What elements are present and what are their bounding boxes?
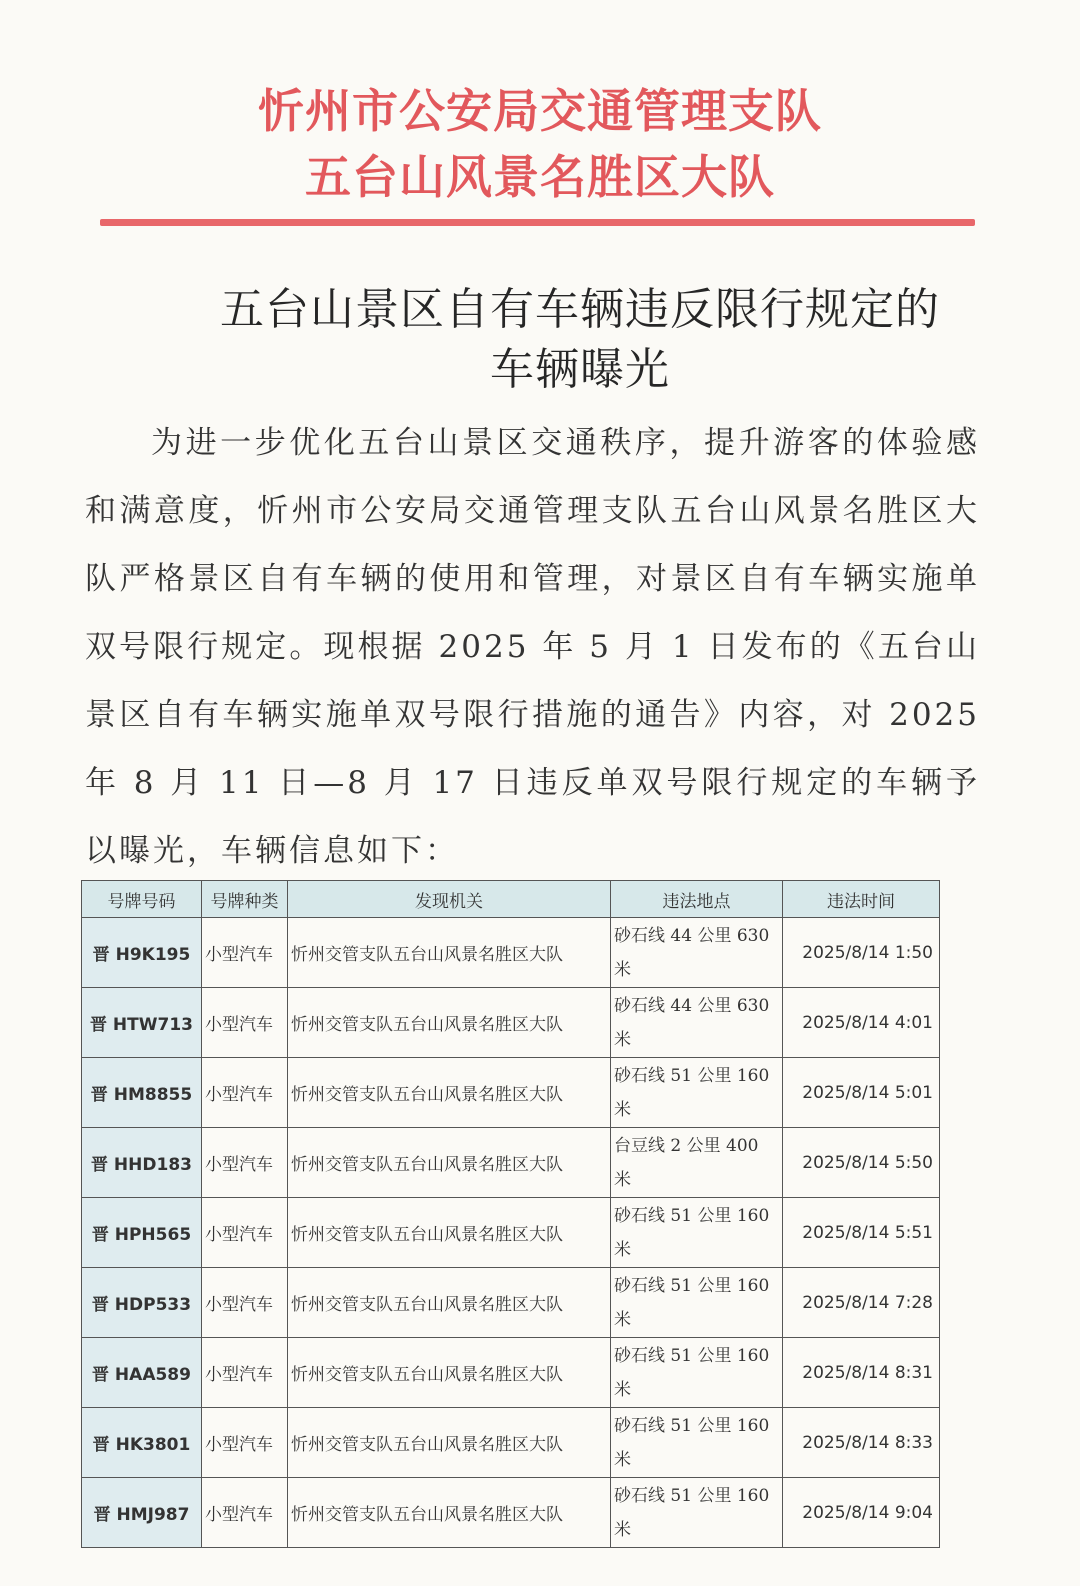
location-cell bbox=[611, 1198, 783, 1268]
agency-cell: 忻州交管支队五台山风景名胜区大队 bbox=[288, 1268, 611, 1338]
time-cell: 2025/8/14 9:04 bbox=[783, 1478, 940, 1548]
location-cell bbox=[611, 1128, 783, 1198]
location-line-1: 砂石线 51 公里 160 bbox=[614, 1275, 770, 1296]
location-line-1: 砂石线 51 公里 160 bbox=[614, 1485, 770, 1506]
plate-number-cell: 晋 HDP533 bbox=[82, 1268, 202, 1338]
location-line-2: 米 bbox=[614, 1099, 631, 1120]
location-line-2: 米 bbox=[614, 1519, 631, 1540]
table-header-row bbox=[82, 881, 940, 918]
agency-cell: 忻州交管支队五台山风景名胜区大队 bbox=[288, 1128, 611, 1198]
document-title-line-2: 车辆曝光 bbox=[490, 344, 670, 395]
location-cell bbox=[611, 1268, 783, 1338]
header-time: 违法时间 bbox=[783, 881, 940, 918]
agency-cell: 忻州交管支队五台山风景名胜区大队 bbox=[288, 1408, 611, 1478]
table-row bbox=[82, 1128, 940, 1198]
location-line-2: 米 bbox=[614, 1379, 631, 1400]
table-row bbox=[82, 918, 940, 988]
plate-number-cell: 晋 HK3801 bbox=[82, 1408, 202, 1478]
plate-number-cell: 晋 HMJ987 bbox=[82, 1478, 202, 1548]
document-title bbox=[120, 280, 1040, 400]
letterhead-line-2: 五台山风景名胜区大队 bbox=[305, 150, 775, 204]
location-line-2: 米 bbox=[614, 1029, 631, 1050]
time-cell: 2025/8/14 8:33 bbox=[783, 1408, 940, 1478]
location-cell bbox=[611, 1478, 783, 1548]
location-cell bbox=[611, 988, 783, 1058]
table-row bbox=[82, 1408, 940, 1478]
letterhead bbox=[0, 78, 1080, 210]
agency-cell: 忻州交管支队五台山风景名胜区大队 bbox=[288, 1338, 611, 1408]
agency-cell: 忻州交管支队五台山风景名胜区大队 bbox=[288, 1058, 611, 1128]
table-row bbox=[82, 1058, 940, 1128]
violation-table bbox=[81, 880, 940, 1548]
plate-type-cell: 小型汽车 bbox=[202, 1268, 288, 1338]
table-row bbox=[82, 1478, 940, 1548]
header-location: 违法地点 bbox=[611, 881, 783, 918]
table-row bbox=[82, 988, 940, 1058]
location-cell bbox=[611, 918, 783, 988]
plate-type-cell: 小型汽车 bbox=[202, 918, 288, 988]
plate-number-cell: 晋 HM8855 bbox=[82, 1058, 202, 1128]
location-line-1: 砂石线 51 公里 160 bbox=[614, 1065, 770, 1086]
header-plate-type: 号牌种类 bbox=[202, 881, 288, 918]
location-line-1: 台豆线 2 公里 400 bbox=[614, 1135, 759, 1156]
location-line-1: 砂石线 51 公里 160 bbox=[614, 1345, 770, 1366]
location-line-1: 砂石线 44 公里 630 bbox=[614, 925, 770, 946]
time-cell: 2025/8/14 5:51 bbox=[783, 1198, 940, 1268]
plate-type-cell: 小型汽车 bbox=[202, 1338, 288, 1408]
location-line-2: 米 bbox=[614, 1309, 631, 1330]
time-cell: 2025/8/14 4:01 bbox=[783, 988, 940, 1058]
location-cell bbox=[611, 1058, 783, 1128]
plate-number-cell: 晋 HPH565 bbox=[82, 1198, 202, 1268]
letterhead-divider bbox=[100, 219, 975, 226]
document-title-line-1: 五台山景区自有车辆违反限行规定的 bbox=[220, 284, 940, 335]
time-cell: 2025/8/14 5:01 bbox=[783, 1058, 940, 1128]
agency-cell: 忻州交管支队五台山风景名胜区大队 bbox=[288, 918, 611, 988]
agency-cell: 忻州交管支队五台山风景名胜区大队 bbox=[288, 1478, 611, 1548]
plate-type-cell: 小型汽车 bbox=[202, 1128, 288, 1198]
location-cell bbox=[611, 1408, 783, 1478]
time-cell: 2025/8/14 1:50 bbox=[783, 918, 940, 988]
plate-type-cell: 小型汽车 bbox=[202, 1198, 288, 1268]
location-line-1: 砂石线 51 公里 160 bbox=[614, 1415, 770, 1436]
table-row bbox=[82, 1268, 940, 1338]
time-cell: 2025/8/14 7:28 bbox=[783, 1268, 940, 1338]
plate-type-cell: 小型汽车 bbox=[202, 1408, 288, 1478]
location-line-2: 米 bbox=[614, 1449, 631, 1470]
time-cell: 2025/8/14 8:31 bbox=[783, 1338, 940, 1408]
agency-cell: 忻州交管支队五台山风景名胜区大队 bbox=[288, 988, 611, 1058]
plate-number-cell: 晋 H9K195 bbox=[82, 918, 202, 988]
time-cell: 2025/8/14 5:50 bbox=[783, 1128, 940, 1198]
location-line-2: 米 bbox=[614, 1239, 631, 1260]
agency-cell: 忻州交管支队五台山风景名胜区大队 bbox=[288, 1198, 611, 1268]
location-line-2: 米 bbox=[614, 1169, 631, 1190]
location-line-2: 米 bbox=[614, 959, 631, 980]
table-row bbox=[82, 1338, 940, 1408]
location-line-1: 砂石线 44 公里 630 bbox=[614, 995, 770, 1016]
plate-type-cell: 小型汽车 bbox=[202, 1478, 288, 1548]
header-plate-number: 号牌号码 bbox=[82, 881, 202, 918]
table-row bbox=[82, 1198, 940, 1268]
header-agency: 发现机关 bbox=[288, 881, 611, 918]
plate-type-cell: 小型汽车 bbox=[202, 1058, 288, 1128]
plate-number-cell: 晋 HHD183 bbox=[82, 1128, 202, 1198]
plate-type-cell: 小型汽车 bbox=[202, 988, 288, 1058]
violation-table-container bbox=[81, 880, 939, 1548]
plate-number-cell: 晋 HAA589 bbox=[82, 1338, 202, 1408]
plate-number-cell: 晋 HTW713 bbox=[82, 988, 202, 1058]
body-paragraph: 为进一步优化五台山景区交通秩序，提升游客的体验感和满意度，忻州市公安局交通管理支队五台山风景名胜区大队严格景区自有车辆的使用和管理，对景区自有车辆实施单双号限行规定。现根据 2025 年 5 月 1 日发布的《五台山景区自有车辆实施单双号限行措施的通告》内容，对 2025 年 8 月 11 日—8 月 17 日违反单双号限行规定的车辆予以曝光，车辆信息如下： bbox=[85, 425, 980, 869]
location-line-1: 砂石线 51 公里 160 bbox=[614, 1205, 770, 1226]
letterhead-line-1: 忻州市公安局交通管理支队 bbox=[258, 84, 822, 138]
location-cell bbox=[611, 1338, 783, 1408]
